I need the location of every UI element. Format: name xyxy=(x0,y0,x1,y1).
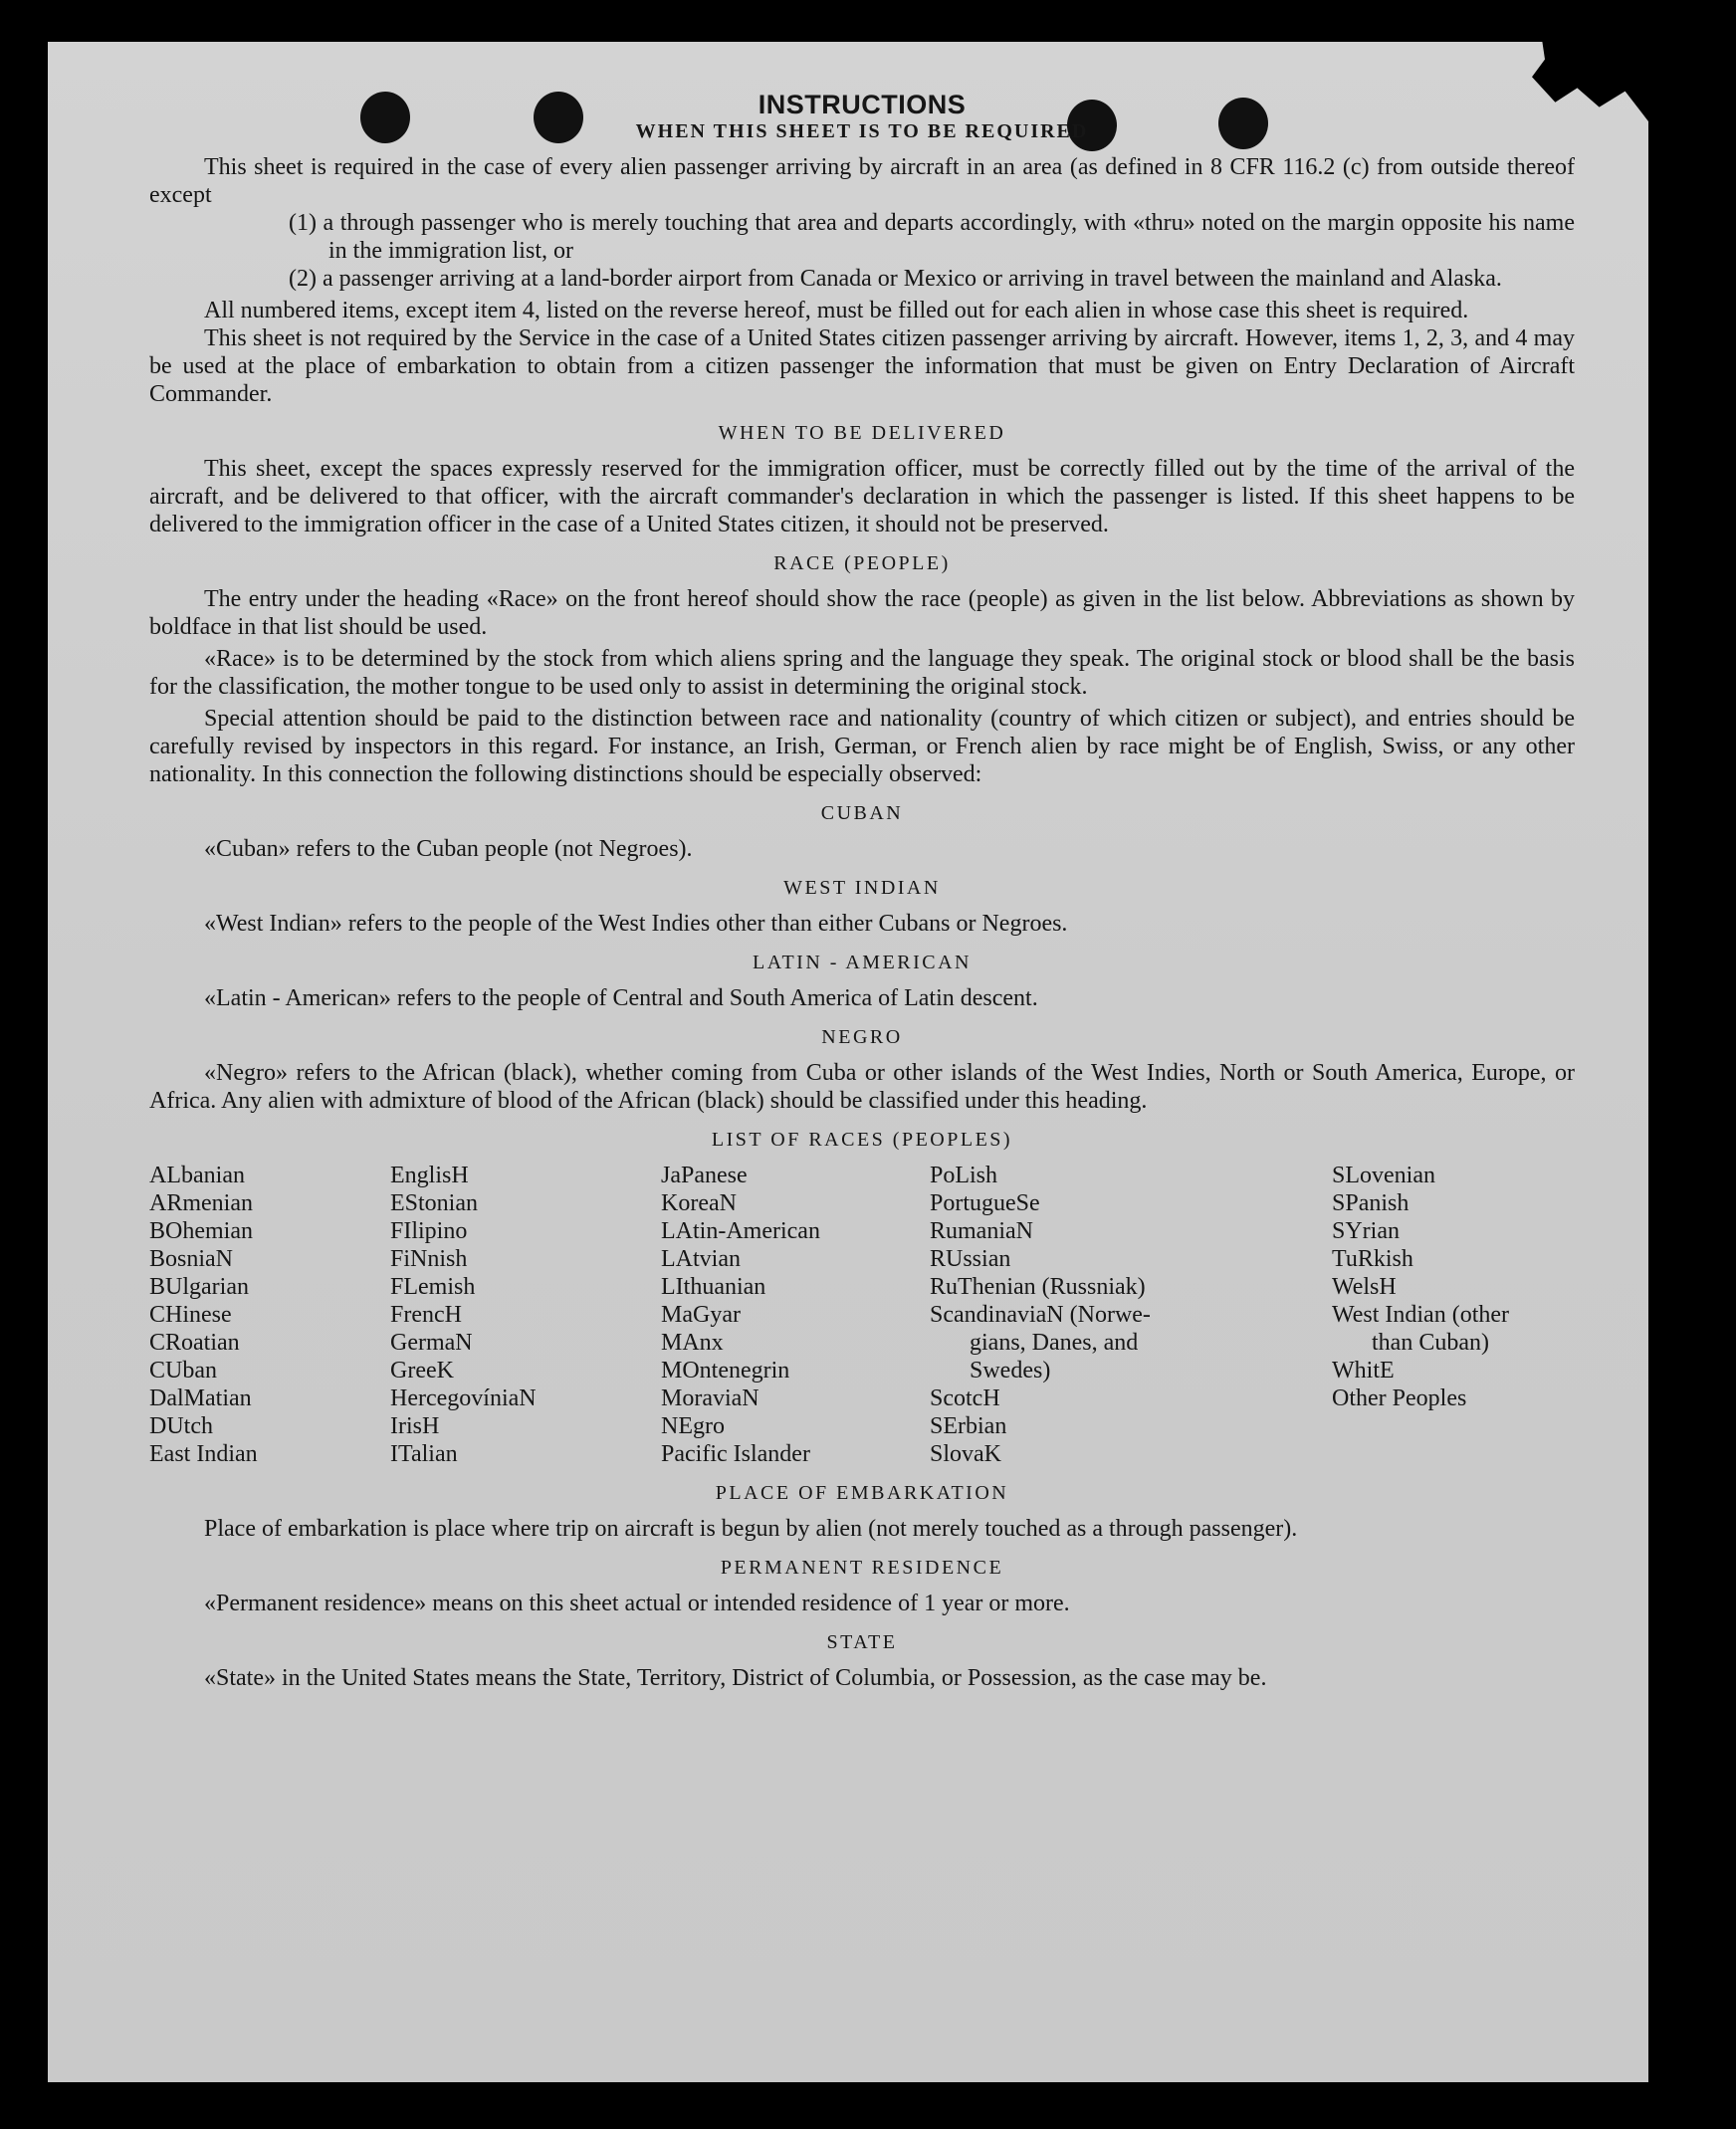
section-heading: LATIN - AMERICAN xyxy=(753,952,972,973)
race-item: LIthuanian xyxy=(661,1274,766,1300)
race-item: NEgro xyxy=(661,1413,725,1439)
instructions-content xyxy=(149,90,1575,1692)
race-item: gians, Danes, and xyxy=(970,1330,1139,1356)
race-item: PortugueSe xyxy=(930,1190,1040,1216)
paragraph: All numbered items, except item 4, listed on the reverse hereof, must be filled out for each alien in whose case this sheet is required. xyxy=(204,298,1469,323)
race-item: DUtch xyxy=(149,1413,213,1439)
paragraph: Special attention should be paid to the distinction between race and nationality (country of which citizen or subject), and entries should be carefully revised by inspectors in this regard. For instance, an Irish, German, or French alien by race might be of English, Swiss, or any other nationality. In this connection the following distinctions should be especially observed: xyxy=(149,706,1575,787)
section-heading: NEGRO xyxy=(821,1026,903,1048)
race-item: RuThenian (Russniak) xyxy=(930,1274,1146,1300)
race-item: SlovaK xyxy=(930,1441,1001,1467)
race-item: Pacific Islander xyxy=(661,1441,810,1467)
race-item: BosniaN xyxy=(149,1246,233,1272)
paragraph: «State» in the United States means the State, Territory, District of Columbia, or Possession, as the case may be. xyxy=(204,1665,1267,1691)
section-heading: STATE xyxy=(826,1631,898,1653)
paragraph: The entry under the heading «Race» on the front hereof should show the race (people) as given in the list below. Abbreviations as shown by boldface in that list should be used. xyxy=(149,586,1575,640)
section-heading: WHEN THIS SHEET IS TO BE REQUIRED xyxy=(635,120,1089,142)
race-item: EnglisH xyxy=(390,1163,469,1188)
race-item: LAtvian xyxy=(661,1246,741,1272)
race-item: WelsH xyxy=(1332,1274,1397,1300)
paragraph: «Latin - American» refers to the people of Central and South America of Latin descent. xyxy=(204,985,1038,1011)
race-item: CUban xyxy=(149,1358,217,1384)
section-heading: LIST OF RACES (PEOPLES) xyxy=(711,1129,1013,1151)
race-column xyxy=(1332,1162,1575,1468)
race-item: ARmenian xyxy=(149,1190,253,1216)
race-item: RUssian xyxy=(930,1246,1011,1272)
section-heading: PERMANENT RESIDENCE xyxy=(720,1557,1004,1579)
race-item: SYrian xyxy=(1332,1218,1400,1244)
race-column xyxy=(390,1162,661,1468)
race-item: EStonian xyxy=(390,1190,478,1216)
section-heading: RACE (PEOPLE) xyxy=(773,552,951,574)
race-item: KoreaN xyxy=(661,1190,737,1216)
race-item: SPanish xyxy=(1332,1190,1410,1216)
race-item: HercegovíniaN xyxy=(390,1385,537,1411)
paragraph: «Race» is to be determined by the stock from which aliens spring and the language they speak. The original stock or blood shall be the basis for the classification, the mother tongue to be used only to assist in determining the original stock. xyxy=(149,646,1575,700)
paragraph: This sheet, except the spaces expressly reserved for the immigration officer, must be correctly filled out by the time of the arrival of the aircraft, and be delivered to that officer, with the aircraft commander's declaration in which the passenger is listed. If this sheet happens to be delivered to the immigration officer in the case of a United States citizen, it should not be preserved. xyxy=(149,456,1575,537)
race-item: West Indian (other xyxy=(1332,1302,1510,1328)
race-item: GreeK xyxy=(390,1358,454,1384)
paragraph: «Permanent residence» means on this sheet actual or intended residence of 1 year or more. xyxy=(204,1591,1070,1616)
race-column xyxy=(930,1162,1332,1468)
race-item: FrencH xyxy=(390,1302,462,1328)
race-column xyxy=(149,1162,390,1468)
section-heading: PLACE OF EMBARKATION xyxy=(715,1482,1009,1504)
race-item: than Cuban) xyxy=(1372,1330,1489,1356)
race-item: ScotcH xyxy=(930,1385,1000,1411)
race-item: FIlipino xyxy=(390,1218,468,1244)
section-heading: CUBAN xyxy=(820,802,904,824)
race-item: Swedes) xyxy=(970,1358,1051,1384)
race-item: FLemish xyxy=(390,1274,476,1300)
race-item: Other Peoples xyxy=(1332,1385,1467,1411)
race-item: WhitE xyxy=(1332,1358,1395,1384)
section-heading: WHEN TO BE DELIVERED xyxy=(718,422,1006,444)
list-item: (1) a through passenger who is merely touching that area and departs accordingly, with «thru» noted on the margin opposite his name in the immigration list, or xyxy=(289,210,1575,264)
race-item: SErbian xyxy=(930,1413,1007,1439)
race-item: MaGyar xyxy=(661,1302,741,1328)
race-item: DalMatian xyxy=(149,1385,252,1411)
document-sheet xyxy=(48,42,1648,2082)
page-title: INSTRUCTIONS xyxy=(758,90,967,119)
paragraph: Place of embarkation is place where trip on aircraft is begun by alien (not merely touched as a through passenger). xyxy=(204,1516,1298,1542)
race-item: ScandinaviaN (Norwe- xyxy=(930,1302,1151,1328)
race-item: ITalian xyxy=(390,1441,458,1467)
race-item: MAnx xyxy=(661,1330,724,1356)
race-item: IrisH xyxy=(390,1413,440,1439)
section-heading: WEST INDIAN xyxy=(783,877,941,899)
race-item: BOhemian xyxy=(149,1218,253,1244)
race-item: LAtin-American xyxy=(661,1218,820,1244)
race-item: SLovenian xyxy=(1332,1163,1435,1188)
race-item: East Indian xyxy=(149,1441,258,1467)
paragraph: «Negro» refers to the African (black), whether coming from Cuba or other islands of the West Indies, North or South America, Europe, or Africa. Any alien with admixture of blood of the African (black) should be classified under this heading. xyxy=(149,1060,1575,1114)
race-item: TuRkish xyxy=(1332,1246,1413,1272)
paragraph: «West Indian» refers to the people of the West Indies other than either Cubans or Negroes. xyxy=(204,911,1068,937)
race-list xyxy=(149,1162,1575,1468)
race-item: CHinese xyxy=(149,1302,232,1328)
race-item: JaPanese xyxy=(661,1163,748,1188)
race-item: BUlgarian xyxy=(149,1274,249,1300)
paragraph: «Cuban» refers to the Cuban people (not Negroes). xyxy=(204,836,693,862)
race-item: MoraviaN xyxy=(661,1385,760,1411)
paragraph: This sheet is required in the case of every alien passenger arriving by aircraft in an area (as defined in 8 CFR 116.2 (c) from outside thereof except xyxy=(149,154,1575,208)
race-item: CRoatian xyxy=(149,1330,240,1356)
race-item: GermaN xyxy=(390,1330,473,1356)
race-item: PoLish xyxy=(930,1163,998,1188)
race-item: MOntenegrin xyxy=(661,1358,790,1384)
race-item: RumaniaN xyxy=(930,1218,1033,1244)
list-item: (2) a passenger arriving at a land-border airport from Canada or Mexico or arriving in travel between the mainland and Alaska. xyxy=(289,266,1502,292)
race-item: ALbanian xyxy=(149,1163,245,1188)
paragraph: This sheet is not required by the Service in the case of a United States citizen passenger arriving by aircraft. However, items 1, 2, 3, and 4 may be used at the place of embarkation to obtain from a citizen passenger the information that must be given on Entry Declaration of Aircraft Commander. xyxy=(149,325,1575,407)
race-item: FiNnish xyxy=(390,1246,468,1272)
race-column xyxy=(661,1162,930,1468)
